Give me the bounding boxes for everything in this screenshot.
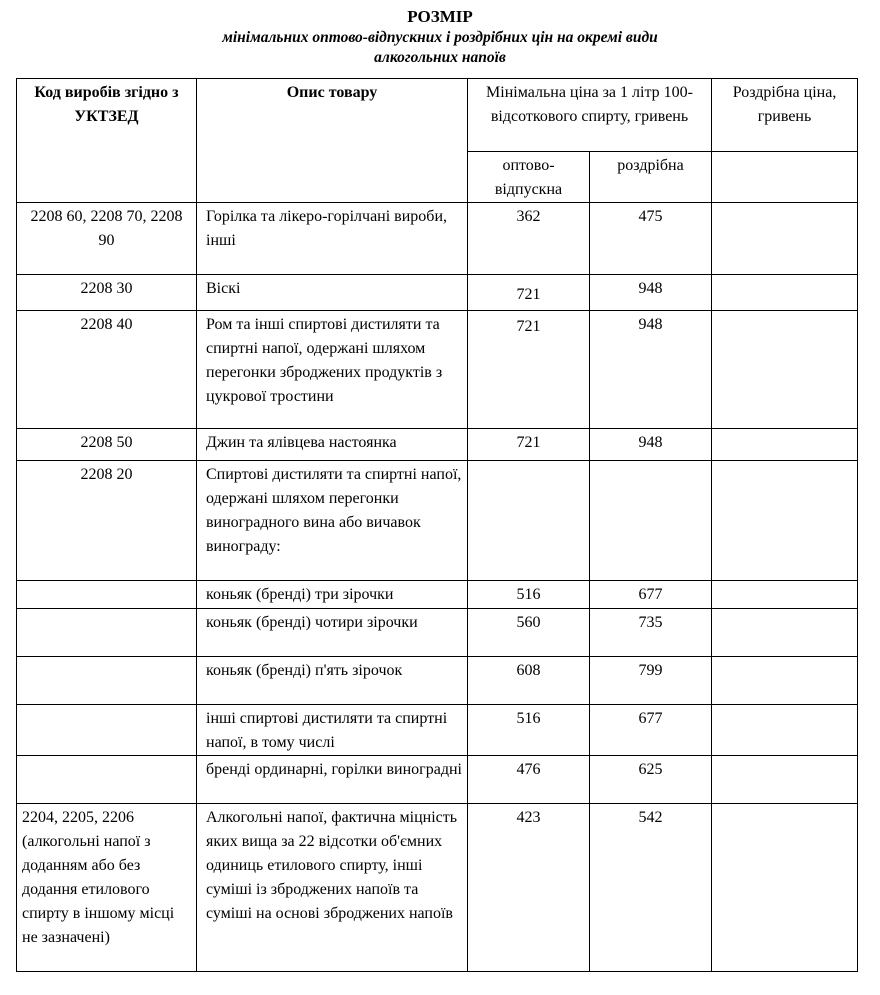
row-code: 2208 30 <box>17 275 197 311</box>
table-row <box>17 705 858 756</box>
row-retail-price <box>712 461 858 581</box>
price-table <box>16 78 858 972</box>
subheader-empty <box>712 152 858 203</box>
row-retail: 677 <box>590 705 712 756</box>
row-description: Алкогольні напої, фактична міцність яких вища за 22 відсотки об'ємних одиниць етилового спирту, інші суміші із зброджених напоїв та суміші на основі зброджених напоїв <box>197 804 468 972</box>
row-retail: 948 <box>590 311 712 429</box>
row-retail-price <box>712 429 858 461</box>
row-wholesale: 423 <box>468 804 590 972</box>
table-row <box>17 609 858 657</box>
table-row <box>17 275 858 311</box>
row-retail: 948 <box>590 275 712 311</box>
subheader-wholesale: оптово-відпускна <box>468 152 590 203</box>
row-retail-price <box>712 657 858 705</box>
row-wholesale: 721 <box>468 429 590 461</box>
table-row <box>17 657 858 705</box>
row-code: 2208 20 <box>17 461 197 581</box>
header-description: Опис товару <box>197 79 468 203</box>
row-code <box>17 705 197 756</box>
row-code <box>17 657 197 705</box>
subheader-retail: роздрібна <box>590 152 712 203</box>
table-row <box>17 311 858 429</box>
row-retail: 677 <box>590 581 712 609</box>
title-line-2: мінімальних оптово-відпускних і роздрібних цін на окремі види <box>222 29 658 46</box>
row-retail: 948 <box>590 429 712 461</box>
row-wholesale: 362 <box>468 203 590 275</box>
row-retail-price <box>712 756 858 804</box>
row-retail: 625 <box>590 756 712 804</box>
row-description: Віскі <box>197 275 468 311</box>
row-description: коньяк (бренді) три зірочки <box>197 581 468 609</box>
row-wholesale <box>468 461 590 581</box>
table-row <box>17 804 858 972</box>
row-code <box>17 609 197 657</box>
row-description: інші спиртові дистиляти та спиртні напої, в тому числі <box>197 705 468 756</box>
row-retail-price <box>712 581 858 609</box>
table-row <box>17 429 858 461</box>
table-row <box>17 461 858 581</box>
row-retail-price <box>712 203 858 275</box>
row-wholesale: 516 <box>468 581 590 609</box>
row-description: Ром та інші спиртові дистиляти та спиртні напої, одержані шляхом перегонки зброджених продуктів з цукрової тростини <box>197 311 468 429</box>
row-code: 2208 60, 2208 70, 2208 90 <box>17 203 197 275</box>
header-retail-price: Роздрібна ціна, гривень <box>712 79 858 152</box>
row-retail-price <box>712 275 858 311</box>
row-retail-price <box>712 311 858 429</box>
row-retail: 542 <box>590 804 712 972</box>
row-retail: 735 <box>590 609 712 657</box>
row-wholesale: 476 <box>468 756 590 804</box>
row-code: 2204, 2205, 2206 (алкогольні напої з доданням або без додання етилового спирту в іншому місці не зазначені) <box>17 804 197 972</box>
row-wholesale: 721 <box>468 311 590 429</box>
row-wholesale: 560 <box>468 609 590 657</box>
row-retail-price <box>712 705 858 756</box>
row-description: Спиртові дистиляти та спиртні напої, одержані шляхом перегонки виноградного вина або вичавок винограду: <box>197 461 468 581</box>
row-description: бренді ординарні, горілки виноградні <box>197 756 468 804</box>
row-code <box>17 581 197 609</box>
row-retail: 799 <box>590 657 712 705</box>
row-code <box>17 756 197 804</box>
table-row <box>17 581 858 609</box>
row-wholesale: 608 <box>468 657 590 705</box>
row-description: коньяк (бренді) п'ять зірочок <box>197 657 468 705</box>
table-row <box>17 203 858 275</box>
row-retail <box>590 461 712 581</box>
row-wholesale: 721 <box>468 275 590 311</box>
row-retail-price <box>712 804 858 972</box>
title-line-1: РОЗМІР <box>407 7 473 26</box>
row-description: Джин та ялівцева настоянка <box>197 429 468 461</box>
row-retail-price <box>712 609 858 657</box>
document-title <box>0 0 880 68</box>
header-row <box>17 79 858 152</box>
header-min-price: Мінімальна ціна за 1 літр 100-відсоткового спирту, гривень <box>468 79 712 152</box>
row-retail: 475 <box>590 203 712 275</box>
row-description: Горілка та лікеро-горілчані вироби, інші <box>197 203 468 275</box>
row-description: коньяк (бренді) чотири зірочки <box>197 609 468 657</box>
title-line-3: алкогольних напоїв <box>374 49 506 66</box>
table-row <box>17 756 858 804</box>
row-code: 2208 50 <box>17 429 197 461</box>
header-code: Код виробів згідно з УКТЗЕД <box>17 79 197 203</box>
row-code: 2208 40 <box>17 311 197 429</box>
row-wholesale: 516 <box>468 705 590 756</box>
